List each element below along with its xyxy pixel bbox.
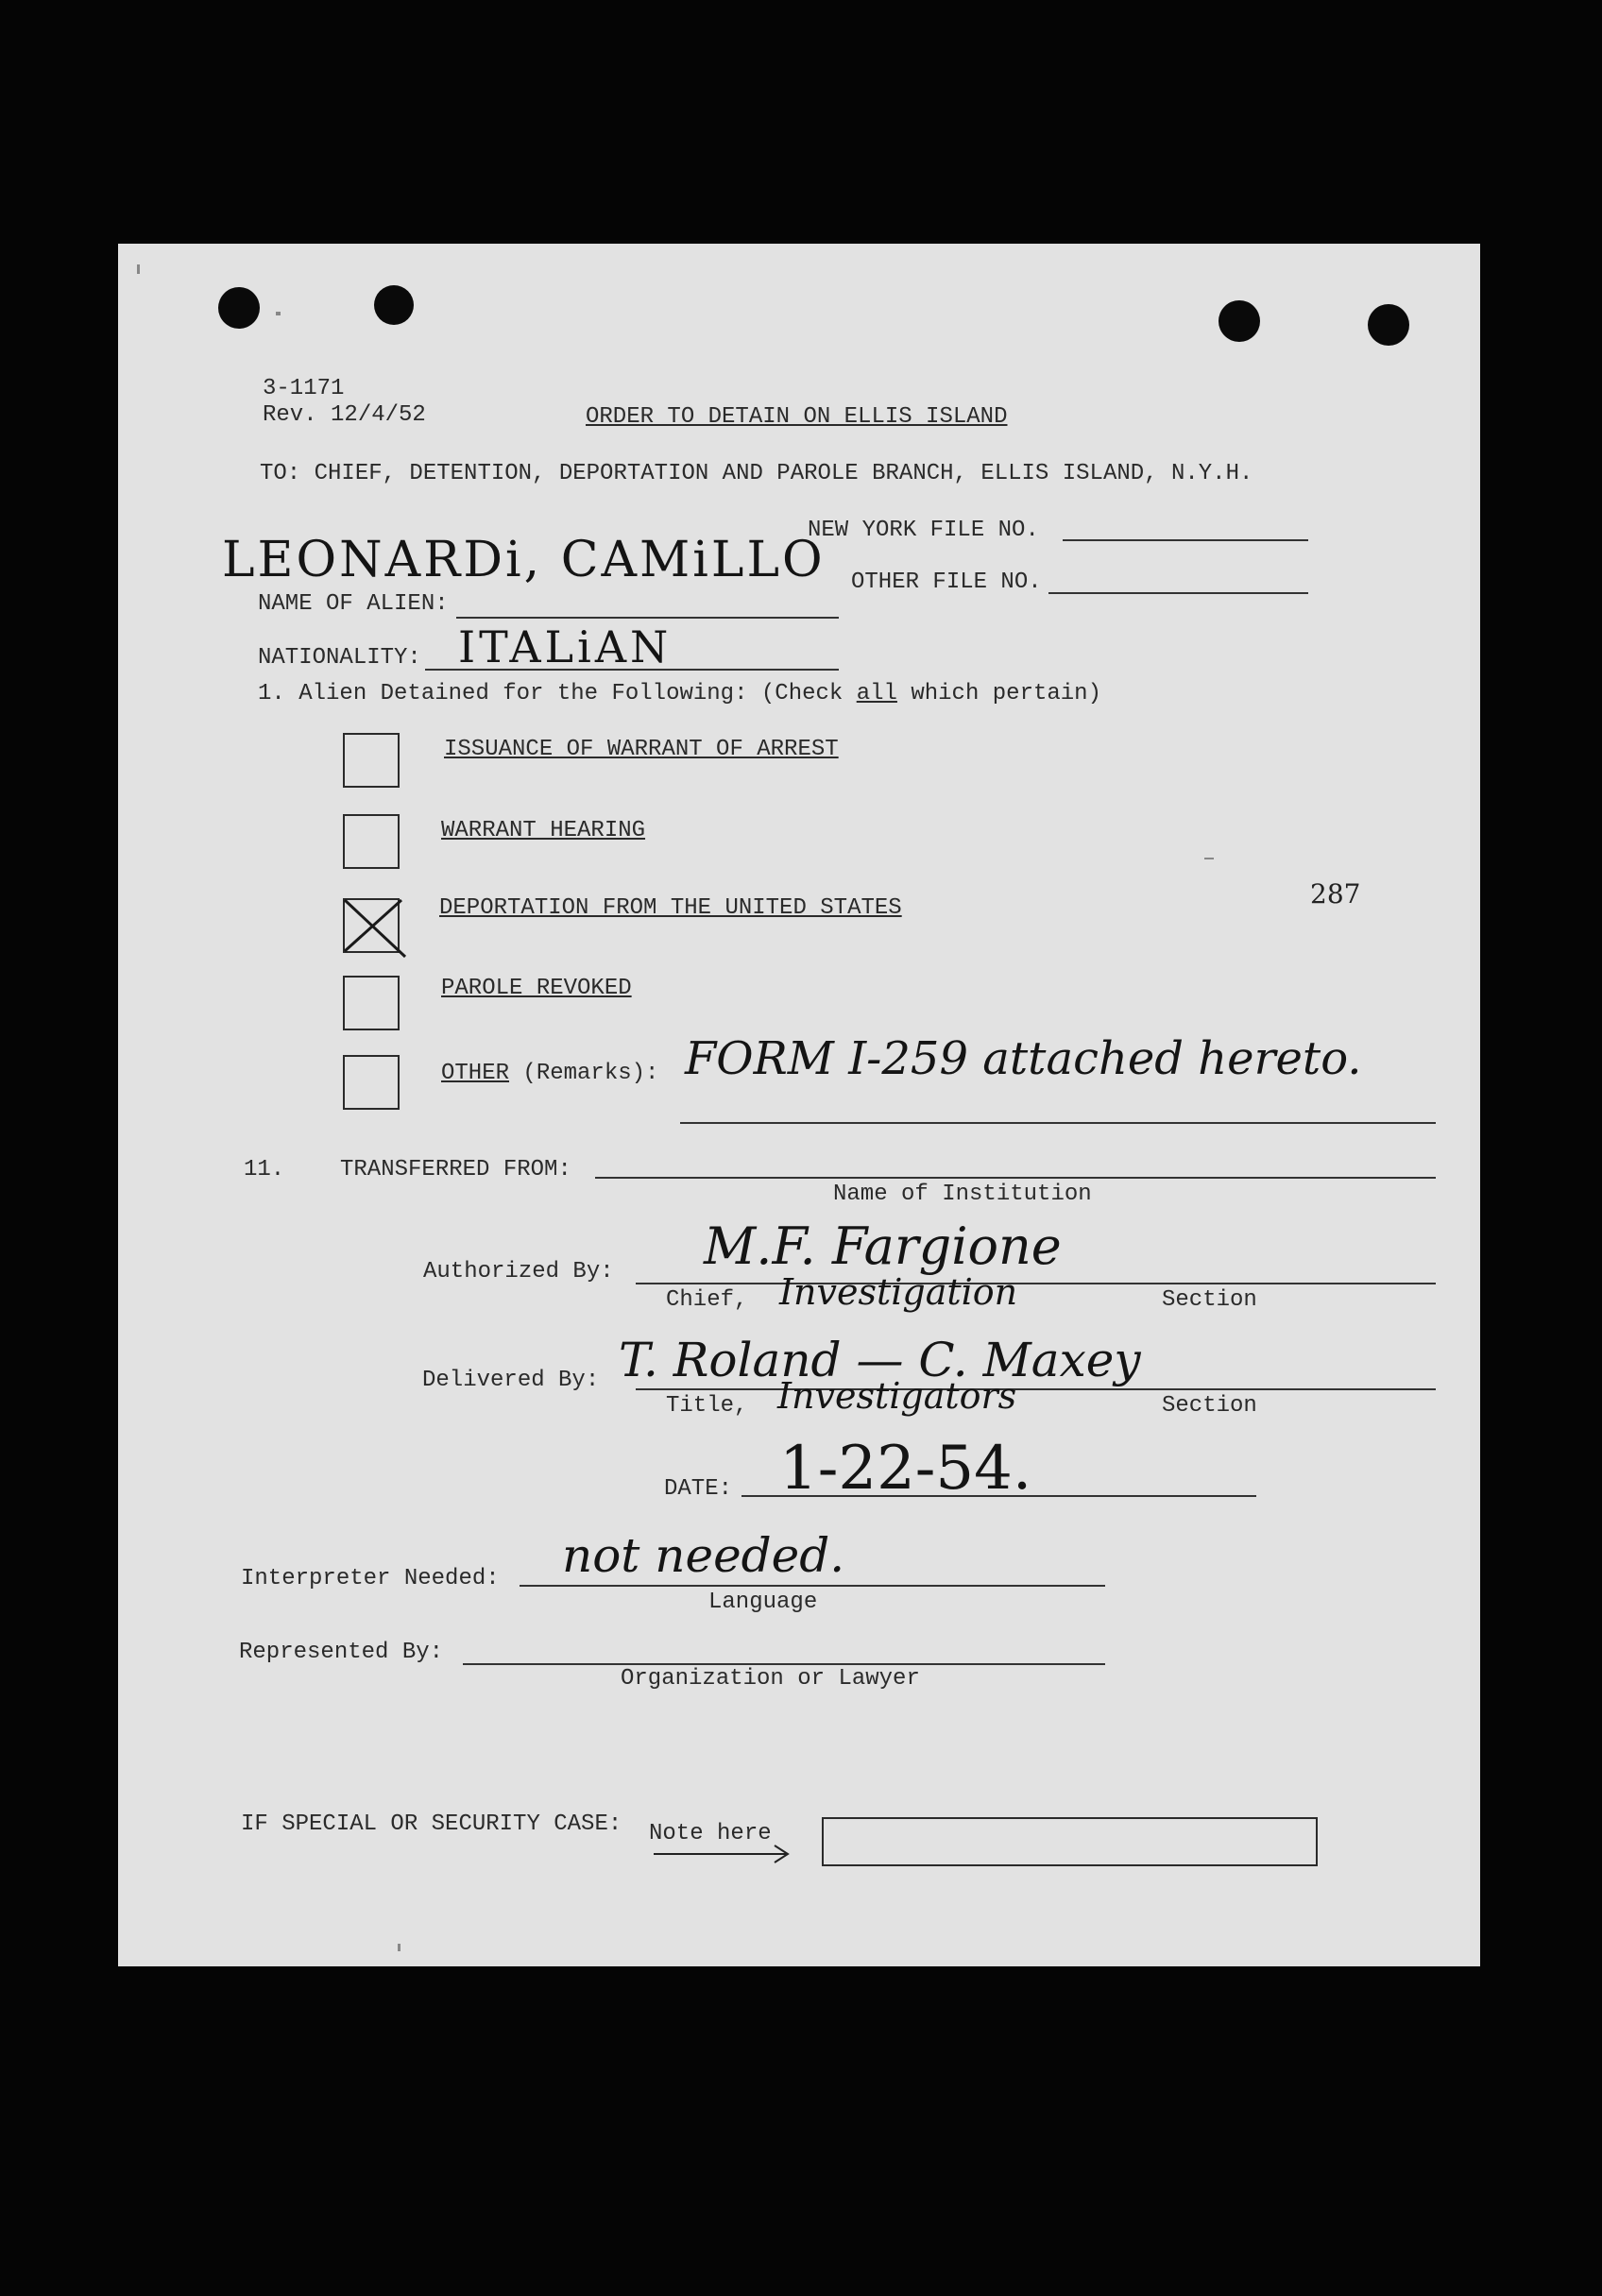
arrow-icon [654,1840,795,1868]
punch-hole [374,285,414,325]
represented-line [463,1663,1105,1665]
checklist-label-deportation: DEPORTATION FROM THE UNITED STATES [439,895,902,921]
checkbox-warrant-of-arrest[interactable] [343,733,400,788]
note-here: Note here [649,1821,772,1846]
punch-hole [1368,304,1409,346]
remarks-label: (Remarks): [522,1061,659,1086]
handwritten-delivered-section: Investigators [777,1375,1017,1417]
transferred-line [595,1177,1436,1179]
checkbox-parole-revoked[interactable] [343,976,400,1030]
handwritten-date: 1-22-54. [779,1434,1032,1504]
punch-hole [218,287,260,329]
checklist-label-warrant-hearing: WARRANT HEARING [441,818,646,843]
remarks-line [680,1122,1436,1124]
checklist-label-warrant-of-arrest: ISSUANCE OF WARRANT OF ARREST [444,737,839,762]
handwritten-name: LEONARDi, CAMiLLO [222,532,826,588]
organization-caption: Organization or Lawyer [621,1666,920,1692]
other-file-line [1048,592,1308,594]
form-revision: Rev. 12/4/52 [263,402,426,428]
section1-all: all [856,681,897,706]
to-line: TO: CHIEF, DETENTION, DEPORTATION AND PAROLE BRANCH, ELLIS ISLAND, N.Y.H. [260,461,1253,486]
special-case-label: IF SPECIAL OR SECURITY CASE: [241,1811,622,1837]
title-caption: Title, [666,1393,748,1419]
language-caption: Language [708,1590,818,1615]
speck [1204,858,1214,859]
section1-text: 1. Alien Detained for the Following: (Check [258,681,844,706]
checklist-label-parole-revoked: PAROLE REVOKED [441,976,632,1001]
date-line [741,1495,1256,1497]
new-york-file-line [1063,539,1308,541]
check-x-icon [339,894,407,961]
form-title: ORDER TO DETAIN ON ELLIS ISLAND [586,404,1008,430]
authorized-line [636,1283,1436,1284]
handwritten-authorized-section: Investigation [779,1271,1018,1313]
speck [137,264,140,274]
checkbox-warrant-hearing[interactable] [343,814,400,869]
name-label: NAME OF ALIEN: [258,591,449,617]
delivered-label: Delivered By: [422,1368,600,1393]
handwritten-interpreter: not needed. [562,1528,845,1583]
other-row [441,1061,658,1086]
section1-tail: which pertain) [911,681,1101,706]
page-number: 287 [1310,878,1361,910]
section1-label [258,681,1101,706]
form-paper [118,244,1480,1966]
date-label: DATE: [664,1476,733,1502]
delivered-section-caption: Section [1162,1393,1257,1419]
punch-hole [1219,300,1260,342]
delivered-line [636,1388,1436,1390]
nationality-label: NATIONALITY: [258,645,421,671]
institution-caption: Name of Institution [833,1182,1092,1207]
interpreter-line [520,1585,1105,1587]
transferred-label: TRANSFERRED FROM: [340,1157,571,1182]
handwritten-delivered-by: T. Roland — C. Maxey [619,1333,1141,1387]
handwritten-nationality: ITALiAN [458,621,673,672]
speck [398,1944,400,1951]
new-york-file-label: NEW YORK FILE NO. [808,518,1039,543]
nationality-line [425,669,839,671]
section2-number: 11. [244,1157,285,1182]
handwritten-authorized-by: M.F. Fargione [704,1216,1062,1276]
chief-caption: Chief, [666,1287,748,1313]
name-line [456,617,839,619]
authorized-label: Authorized By: [423,1259,614,1284]
form-number: 3-1171 [263,376,345,401]
authorized-section-caption: Section [1162,1287,1257,1313]
other-file-label: OTHER FILE NO. [851,570,1042,595]
checkbox-deportation[interactable] [343,898,400,953]
checklist-label-other: OTHER [441,1061,510,1086]
checkbox-other[interactable] [343,1055,400,1110]
interpreter-label: Interpreter Needed: [241,1566,500,1591]
handwritten-remarks: FORM I-259 attached hereto. [685,1032,1362,1085]
speck [276,312,281,315]
special-case-note-box[interactable] [822,1817,1318,1866]
represented-label: Represented By: [239,1640,444,1665]
